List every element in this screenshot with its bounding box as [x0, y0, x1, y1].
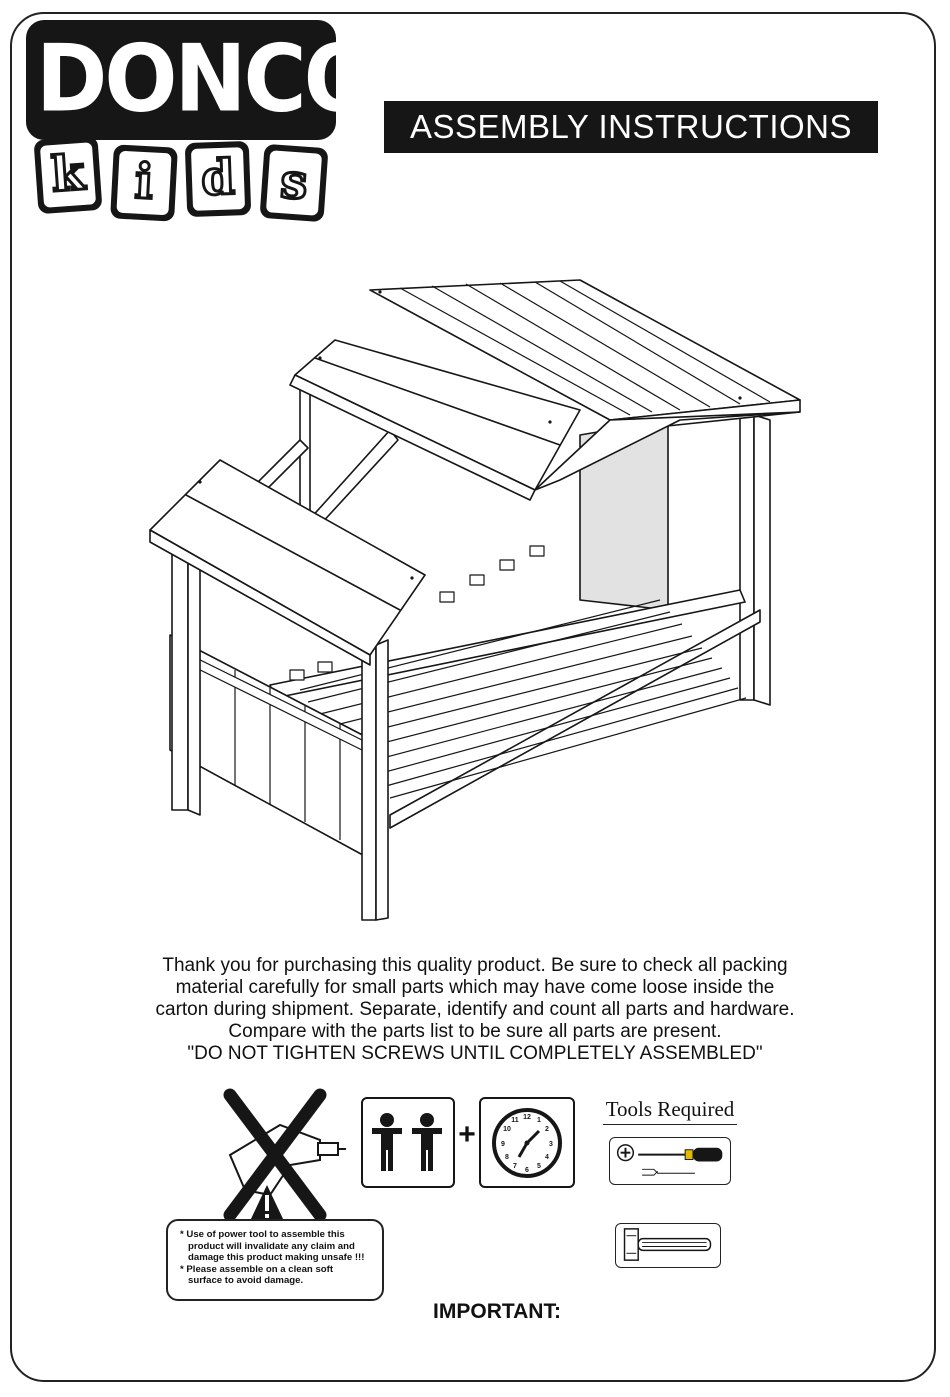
clock-numeral-12: 12 — [523, 1114, 531, 1121]
logo-letter-k: k — [40, 142, 96, 207]
clock-face — [481, 1099, 573, 1186]
plus-sign: + — [458, 1118, 476, 1151]
donco-kids-logo — [26, 20, 374, 230]
intro-paragraph — [140, 955, 810, 1065]
intro-line-3: carton during shipment. Separate, identify and count all parts and hardware. — [155, 999, 795, 1020]
important-heading: IMPORTANT: — [433, 1300, 561, 1323]
clock-numeral-9: 9 — [501, 1141, 505, 1148]
clock-numeral-2: 2 — [545, 1126, 549, 1133]
screwdriver-drawing — [610, 1138, 729, 1183]
two-people-icon — [361, 1097, 455, 1188]
clock-numeral-6: 6 — [525, 1167, 529, 1174]
hammer-drawing — [616, 1224, 719, 1266]
tools-title-underline — [603, 1124, 737, 1125]
intro-line-4: Compare with the parts list to be sure all parts are present. — [228, 1021, 722, 1042]
two-people-figures — [363, 1099, 453, 1186]
clock-numeral-11: 11 — [511, 1117, 519, 1124]
logo-letter-block-s — [259, 144, 328, 222]
house-bed-illustration — [140, 270, 820, 930]
warning-line-1: * Use of power tool to assemble this — [180, 1229, 345, 1240]
hammer-icon — [615, 1223, 721, 1268]
intro-line-5: "DO NOT TIGHTEN SCREWS UNTIL COMPLETELY ASSEMBLED" — [187, 1043, 763, 1064]
logo-letter-s: s — [266, 150, 322, 215]
clock-numeral-7: 7 — [513, 1163, 517, 1170]
warning-line-4: * Please assemble on a clean soft — [180, 1263, 334, 1275]
clock-numeral-4: 4 — [545, 1154, 549, 1161]
logo-brand-text: DONCO — [36, 24, 374, 133]
clock-numeral-1: 1 — [537, 1117, 541, 1124]
clock-numeral-3: 3 — [549, 1141, 553, 1148]
intro-line-1: Thank you for purchasing this quality product. Be sure to check all packing — [162, 955, 788, 976]
assembly-instructions-banner: ASSEMBLY INSTRUCTIONS — [384, 101, 878, 153]
warning-line-5: surface to avoid damage. — [188, 1275, 304, 1286]
logo-letter-block-d — [185, 141, 252, 217]
clock-numeral-10: 10 — [503, 1126, 511, 1133]
logo-letter-block-i — [110, 144, 178, 221]
clock-numeral-8: 8 — [505, 1154, 509, 1161]
clock-numeral-5: 5 — [537, 1163, 541, 1170]
warning-triangle-icon — [248, 1183, 286, 1223]
warning-line-3: damage this product making unsafe !!! — [188, 1252, 365, 1263]
logo-letter-d: d — [191, 147, 245, 211]
tools-required-title: Tools Required — [605, 1097, 735, 1121]
warning-line-2: product will invalidate any claim and — [188, 1240, 355, 1252]
intro-line-2: material carefully for small parts which may have come loose inside the — [175, 977, 775, 998]
logo-letter-block-k — [33, 136, 102, 214]
phillips-screwdriver-icon — [609, 1137, 731, 1185]
clock-icon — [479, 1097, 575, 1188]
logo-letter-i: i — [116, 151, 171, 216]
power-tool-warning-box — [166, 1219, 384, 1301]
logo-main-block — [26, 20, 374, 140]
